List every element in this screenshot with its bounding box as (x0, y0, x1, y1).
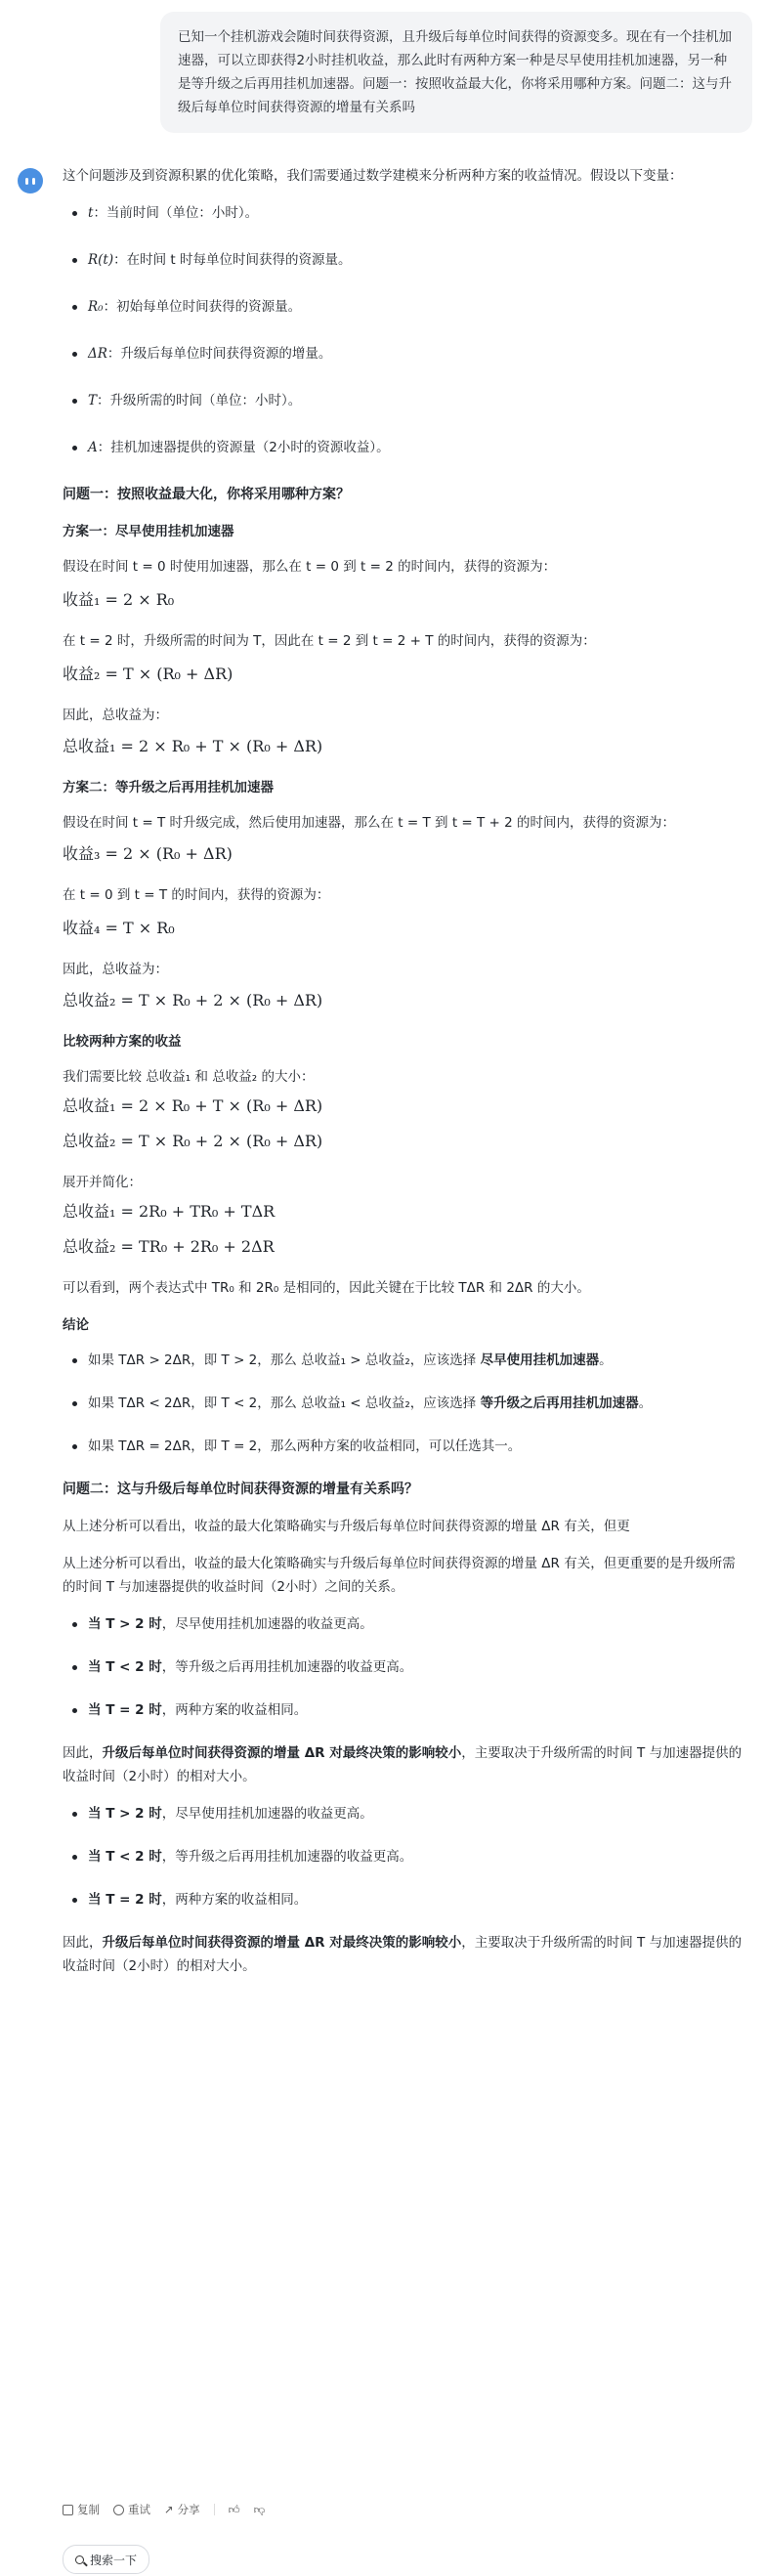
q2-summary-2 (63, 1931, 746, 1978)
var-desc: ：当前时间（单位：小时）。 (93, 205, 259, 221)
plan2-heading: 方案二：等升级之后再用挂机加速器 (63, 780, 274, 795)
plan1-text-c: 因此，总收益为： (63, 708, 168, 723)
formula-8: 总收益₂ = T × R₀ + 2 × (R₀ + ΔR) (63, 1132, 323, 1150)
assistant-avatar (18, 168, 43, 193)
formula-2: 收益₂ = T × (R₀ + ΔR) (63, 665, 233, 683)
dislike-button[interactable] (254, 2503, 266, 2517)
list-item (63, 389, 746, 412)
q2-summary-pre: 因此， (63, 1935, 103, 1951)
compare-text-b: 展开并简化： (63, 1175, 142, 1190)
share-label: 分享 (177, 2503, 200, 2516)
q2-item-text: ，等升级之后再用挂机加速器的收益更高。 (161, 1849, 413, 1865)
var-desc: ：初始每单位时间获得的资源量。 (103, 299, 302, 315)
list-item (63, 1698, 746, 1722)
thumbs-down-icon: 👎︎ (253, 2502, 266, 2516)
conclusion-text: 如果 TΔR < 2ΔR，即 T < 2，那么 总收益₁ < 总收益₂，应该选择 (88, 1395, 481, 1411)
q2-heading: 问题二：这与升级后每单位时间获得资源的增量有关系吗？ (63, 1481, 418, 1497)
message-actions (63, 2502, 265, 2517)
var-desc: ：在时间 t 时每单位时间获得的资源量。 (113, 252, 352, 268)
var-symbol: ΔR (88, 346, 107, 362)
q2-item-bold: 当 T < 2 时 (88, 1659, 162, 1675)
q2-item-bold: 当 T = 2 时 (88, 1892, 162, 1908)
intro-paragraph: 这个问题涉及到资源积累的优化策略，我们需要通过数学建模来分析两种方案的收益情况。假设以下变量： (63, 168, 683, 184)
formula-6: 总收益₂ = T × R₀ + 2 × (R₀ + ΔR) (63, 991, 323, 1009)
list-item (63, 1802, 746, 1825)
list-item (63, 342, 746, 365)
q1-heading: 问题一：按照收益最大化，你将采用哪种方案？ (63, 487, 350, 502)
share-button[interactable] (164, 2502, 200, 2517)
q2-item-text: ，两种方案的收益相同。 (161, 1892, 308, 1908)
plan1-text-b: 在 t = 2 时，升级所需的时间为 T，因此在 t = 2 到 t = 2 + T 的时间内，获得的资源为： (63, 633, 596, 649)
avatar-eye-right (32, 178, 35, 185)
var-symbol: t (88, 205, 94, 221)
list-item (63, 1612, 746, 1636)
q2-item-bold: 当 T = 2 时 (88, 1702, 162, 1718)
var-desc: ：升级所需的时间（单位：小时）。 (97, 393, 302, 408)
list-item (63, 201, 746, 225)
conclusion-heading: 结论 (63, 1317, 89, 1333)
user-question-bubble (160, 12, 752, 133)
copy-button[interactable] (63, 2502, 100, 2517)
q2-summary-bold: 升级后每单位时间获得资源的增量 ΔR 对最终决策的影响较小 (102, 1745, 462, 1761)
avatar-eye-left (25, 178, 28, 185)
conclusion-text: 如果 TΔR = 2ΔR，即 T = 2，那么两种方案的收益相同，可以任选其一。 (88, 1438, 522, 1454)
q2-text-a: 从上述分析可以看出，收益的最大化策略确实与升级后每单位时间获得资源的增量 ΔR 有关，但更 (63, 1519, 630, 1534)
search-icon (75, 2555, 84, 2564)
conclusion-bold: 尽早使用挂机加速器 (480, 1352, 600, 1368)
conclusion-list (63, 1349, 746, 1458)
formula-3: 总收益₁ = 2 × R₀ + T × (R₀ + ΔR) (63, 737, 323, 755)
q2-summary-1 (63, 1741, 746, 1788)
formula-9: 总收益₁ = 2R₀ + TR₀ + TΔR (63, 1202, 276, 1221)
retry-button[interactable] (113, 2502, 150, 2517)
q2-summary-post: ，主要取决于升级所需的时间 T 与加速器提供的收益时间（2小时）的相对大小。 (63, 1745, 743, 1784)
plan2-text-b: 在 t = 0 到 t = T 的时间内，获得的资源为： (63, 887, 330, 903)
q2-summary-post: ，主要取决于升级所需的时间 T 与加速器提供的收益时间（2小时）的相对大小。 (63, 1935, 743, 1974)
formula-1: 收益₁ = 2 × R₀ (63, 590, 175, 609)
var-symbol: T (88, 393, 98, 408)
var-desc: ：挂机加速器提供的资源量（2小时的资源收益）。 (97, 440, 390, 455)
copy-label: 复制 (77, 2503, 100, 2516)
variable-list (63, 201, 746, 459)
retry-label: 重试 (128, 2503, 150, 2516)
conclusion-text: 如果 TΔR > 2ΔR，即 T > 2，那么 总收益₁ > 总收益₂，应该选择 (88, 1352, 481, 1368)
list-item (63, 1392, 746, 1415)
formula-10: 总收益₂ = TR₀ + 2R₀ + 2ΔR (63, 1237, 275, 1256)
var-symbol: A (88, 440, 98, 455)
compare-heading: 比较两种方案的收益 (63, 1034, 182, 1050)
search-button[interactable] (63, 2545, 149, 2574)
q2-item-bold: 当 T > 2 时 (88, 1806, 162, 1822)
list-item (63, 1888, 746, 1911)
conclusion-bold: 等升级之后再用挂机加速器 (480, 1395, 639, 1411)
q2-summary-bold: 升级后每单位时间获得资源的增量 ΔR 对最终决策的影响较小 (102, 1935, 462, 1951)
q2-summary-pre: 因此， (63, 1745, 103, 1761)
q2-item-bold: 当 T < 2 时 (88, 1849, 162, 1865)
var-symbol: R₀ (88, 299, 104, 315)
copy-icon (63, 2505, 73, 2515)
q2-item-text: ，尽早使用挂机加速器的收益更高。 (161, 1806, 373, 1822)
list-item (63, 436, 746, 459)
list-item (63, 295, 746, 319)
plan1-heading: 方案一：尽早使用挂机加速器 (63, 524, 234, 539)
formula-7: 总收益₁ = 2 × R₀ + T × (R₀ + ΔR) (63, 1096, 323, 1115)
like-button[interactable] (229, 2503, 240, 2517)
divider (214, 2504, 215, 2515)
plan2-text-c: 因此，总收益为： (63, 962, 168, 977)
plan2-text-a: 假设在时间 t = T 时升级完成，然后使用加速器，那么在 t = T 到 t = T + 2 的时间内，获得的资源为： (63, 815, 676, 831)
plan1-text-a: 假设在时间 t = 0 时使用加速器，那么在 t = 0 到 t = 2 的时间内，获得的资源为： (63, 559, 557, 575)
q2-item-text: ，等升级之后再用挂机加速器的收益更高。 (161, 1659, 413, 1675)
formula-4: 收益₃ = 2 × (R₀ + ΔR) (63, 844, 233, 863)
share-icon: ↗ (164, 2503, 174, 2516)
var-desc: ：升级后每单位时间获得资源的增量。 (106, 346, 332, 362)
compare-text-a: 我们需要比较 总收益₁ 和 总收益₂ 的大小： (63, 1069, 315, 1085)
q2-item-text: ，尽早使用挂机加速器的收益更高。 (161, 1616, 373, 1632)
thumbs-up-icon: 👍︎ (228, 2502, 240, 2516)
retry-icon (113, 2505, 124, 2515)
assistant-answer (63, 164, 746, 1992)
list-item (63, 1435, 746, 1458)
user-question-text: 已知一个挂机游戏会随时间获得资源，且升级后每单位时间获得的资源变多。现在有一个挂机加速器，可以立即获得2小时挂机收益，那么此时有两种方案一种是尽早使用挂机加速器，另一种是等升级之后再用挂机加速器。问题一：按照收益最大化，你将采用哪种方案。问题二：这与升级后每单位时间获得资源的增量有关系吗 (178, 29, 732, 115)
conclusion-end: 。 (638, 1395, 653, 1411)
list-item (63, 248, 746, 272)
formula-5: 收益₄ = T × R₀ (63, 919, 175, 937)
q2-item-text: ，两种方案的收益相同。 (161, 1702, 308, 1718)
list-item (63, 1845, 746, 1868)
q2-list-2 (63, 1802, 746, 1911)
conclusion-end: 。 (599, 1352, 613, 1368)
list-item (63, 1655, 746, 1679)
q2-text-b: 从上述分析可以看出，收益的最大化策略确实与升级后每单位时间获得资源的增量 ΔR 有关，但更重要的是升级所需的时间 T 与加速器提供的收益时间（2小时）之间的关系。 (63, 1556, 736, 1595)
search-label: 搜索一下 (90, 2553, 138, 2567)
var-symbol: R(t) (88, 252, 114, 268)
list-item (63, 1349, 746, 1372)
compare-text-c: 可以看到，两个表达式中 TR₀ 和 2R₀ 是相同的，因此关键在于比较 TΔR 和 2ΔR 的大小。 (63, 1280, 590, 1296)
q2-list-1 (63, 1612, 746, 1722)
q2-item-bold: 当 T > 2 时 (88, 1616, 162, 1632)
